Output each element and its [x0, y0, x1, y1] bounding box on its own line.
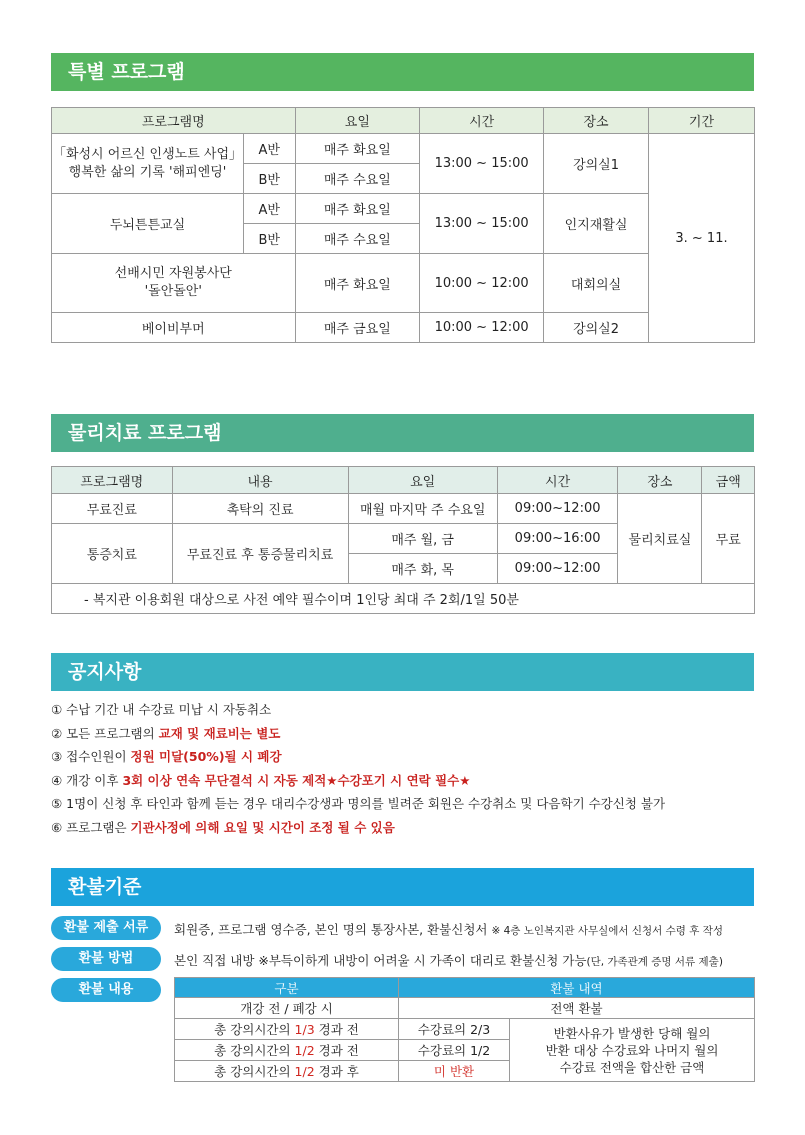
- program-name: 두뇌튼튼교실: [52, 194, 244, 254]
- footnote: - 복지관 이용회원 대상으로 사전 예약 필수이며 1인당 최대 주 2회/1일 50분: [52, 584, 755, 614]
- program-name: 행복한 삶의 기록 '해피엔딩': [68, 164, 227, 180]
- table-cell: 물리치료실: [618, 494, 702, 584]
- table-cell: B반: [243, 164, 295, 194]
- col-time: 시간: [420, 108, 544, 134]
- refund-content-label: 환불 내용: [51, 978, 161, 1002]
- table-cell: 13:00 ~ 15:00: [420, 194, 544, 254]
- table-cell: 매주 수요일: [295, 224, 420, 254]
- col-period: 기간: [648, 108, 754, 134]
- table-cell: 10:00 ~ 12:00: [420, 254, 544, 313]
- table-cell: 강의실1: [544, 134, 649, 194]
- refund-docs-label: 환불 제출 서류: [51, 916, 161, 940]
- notice-highlight: 교재 및 재료비는 별도: [158, 725, 281, 741]
- cell-text: 총 강의시간의: [214, 1043, 295, 1058]
- program-name: 베이비부머: [52, 313, 296, 343]
- notice-list: [51, 698, 665, 839]
- table-cell: [175, 1061, 399, 1082]
- cell-fraction: 1/2: [294, 1064, 315, 1079]
- cell-text: 총 강의시간의: [214, 1064, 295, 1079]
- table-cell: 매주 화, 목: [348, 554, 497, 584]
- refund-method-value: 본인 직접 내방 ※부득이하게 내방이 어려울 시 가족이 대리로 환불신청 가능: [174, 953, 587, 968]
- col-category: 구분: [175, 978, 399, 998]
- col-day: 요일: [295, 108, 420, 134]
- period-cell: 3. ~ 11.: [648, 134, 754, 343]
- notice-highlight: 정원 미달(50%)될 시 폐강: [130, 749, 282, 764]
- cell-text: 총 강의시간의: [214, 1022, 295, 1037]
- col-day: 요일: [348, 467, 497, 494]
- refund-method-note: (단, 가족관계 증명 서류 제출): [586, 956, 723, 968]
- table-cell: 강의실2: [544, 313, 649, 343]
- refund-docs-text: [174, 920, 723, 938]
- table-cell: 촉탁의 진료: [172, 494, 348, 524]
- special-program-table: [51, 107, 755, 343]
- refund-note-line: 반환 대상 수강료와 나머지 월의: [545, 1042, 719, 1058]
- refund-method-label: 환불 방법: [51, 947, 161, 971]
- refund-note-cell: [510, 1019, 755, 1082]
- physio-program-header: 물리치료 프로그램: [51, 414, 754, 452]
- table-cell: B반: [243, 224, 295, 254]
- table-cell: 매주 화요일: [295, 254, 420, 313]
- refund-note-line: 반환사유가 발생한 당해 월의: [553, 1025, 711, 1041]
- col-content: 내용: [172, 467, 348, 494]
- table-cell: 매주 화요일: [295, 134, 420, 164]
- table-cell: A반: [243, 134, 295, 164]
- notice-text: ④ 개강 이후: [51, 772, 123, 788]
- notice-item: [51, 816, 665, 840]
- notice-item: [51, 769, 665, 793]
- cell-text: 경과 전: [314, 1043, 359, 1058]
- cell-fraction: 1/3: [294, 1022, 315, 1037]
- col-program-name: 프로그램명: [52, 467, 173, 494]
- table-cell: 매주 월, 금: [348, 524, 497, 554]
- table-cell: A반: [243, 194, 295, 224]
- program-name: 통증치료: [52, 524, 173, 584]
- refund-docs-note: ※ 4층 노인복지관 사무실에서 신청서 수령 후 작성: [491, 925, 724, 937]
- notice-highlight: 3회 이상 연속 무단결석 시 자동 제적★수강포기 시 연락 필수★: [122, 772, 471, 788]
- table-cell: 09:00~16:00: [497, 524, 618, 554]
- table-cell: [175, 1019, 399, 1040]
- table-cell: 매주 금요일: [295, 313, 420, 343]
- col-program-name: 프로그램명: [52, 108, 296, 134]
- col-place: 장소: [618, 467, 702, 494]
- special-program-header: 특별 프로그램: [51, 53, 754, 91]
- notice-text: ⑥ 프로그램은: [51, 819, 131, 835]
- table-cell: 매월 마지막 주 수요일: [348, 494, 497, 524]
- table-cell: 13:00 ~ 15:00: [420, 134, 544, 194]
- refund-note-line: 수강료 전액을 합산한 금액: [559, 1059, 705, 1075]
- table-cell: 매주 수요일: [295, 164, 420, 194]
- table-cell: [52, 134, 244, 194]
- table-cell: 수강료의 2/3: [399, 1019, 510, 1040]
- table-cell: 인지재활실: [544, 194, 649, 254]
- notice-text: ③ 접수인원이: [51, 749, 131, 764]
- cell-text: 경과 후: [314, 1064, 359, 1079]
- table-cell: 개강 전 / 폐강 시: [175, 998, 399, 1019]
- table-cell: 무료진료 후 통증물리치료: [172, 524, 348, 584]
- notice-highlight: 기관사정에 의해 요일 및 시간이 조정 될 수 있음: [130, 819, 395, 835]
- refund-table: [174, 977, 755, 1082]
- program-name: 「화성시 어르신 인생노트 사업」: [52, 146, 243, 162]
- col-refund-detail: 환불 내역: [399, 978, 755, 998]
- notice-item: [51, 745, 665, 769]
- refund-docs-value: 회원증, 프로그램 영수증, 본인 명의 통장사본, 환불신청서: [174, 922, 488, 937]
- cell-fraction: 1/2: [294, 1043, 315, 1058]
- table-cell: [175, 1040, 399, 1061]
- notice-item: ⑤ 1명이 신청 후 타인과 함께 듣는 경우 대리수강생과 명의를 빌려준 회원은 수강취소 및 다음학기 수강신청 불가: [51, 796, 666, 811]
- program-name: 선배시민 자원봉사단: [114, 266, 232, 281]
- table-cell: 09:00~12:00: [497, 494, 618, 524]
- col-place: 장소: [544, 108, 649, 134]
- refund-method-text: [174, 951, 723, 969]
- cell-text: 경과 전: [314, 1022, 359, 1037]
- notice-text: ② 모든 프로그램의: [51, 725, 159, 741]
- col-fee: 금액: [702, 467, 755, 494]
- notice-item: [51, 722, 665, 746]
- notice-header: 공지사항: [51, 653, 754, 691]
- table-cell: 10:00 ~ 12:00: [420, 313, 544, 343]
- col-time: 시간: [497, 467, 618, 494]
- physio-program-table: [51, 466, 755, 614]
- table-cell: 수강료의 1/2: [399, 1040, 510, 1061]
- notice-item: ① 수납 기간 내 수강료 미납 시 자동취소: [51, 702, 272, 717]
- table-cell: 매주 화요일: [295, 194, 420, 224]
- table-cell: 전액 환불: [399, 998, 755, 1019]
- program-name: 무료진료: [52, 494, 173, 524]
- table-cell: 대회의실: [544, 254, 649, 313]
- refund-header: 환불기준: [51, 868, 754, 906]
- table-cell: [52, 254, 296, 313]
- table-cell: 무료: [702, 494, 755, 584]
- table-cell: 09:00~12:00: [497, 554, 618, 584]
- program-name: '돌안돌안': [144, 284, 202, 299]
- table-cell: 미 반환: [399, 1061, 510, 1082]
